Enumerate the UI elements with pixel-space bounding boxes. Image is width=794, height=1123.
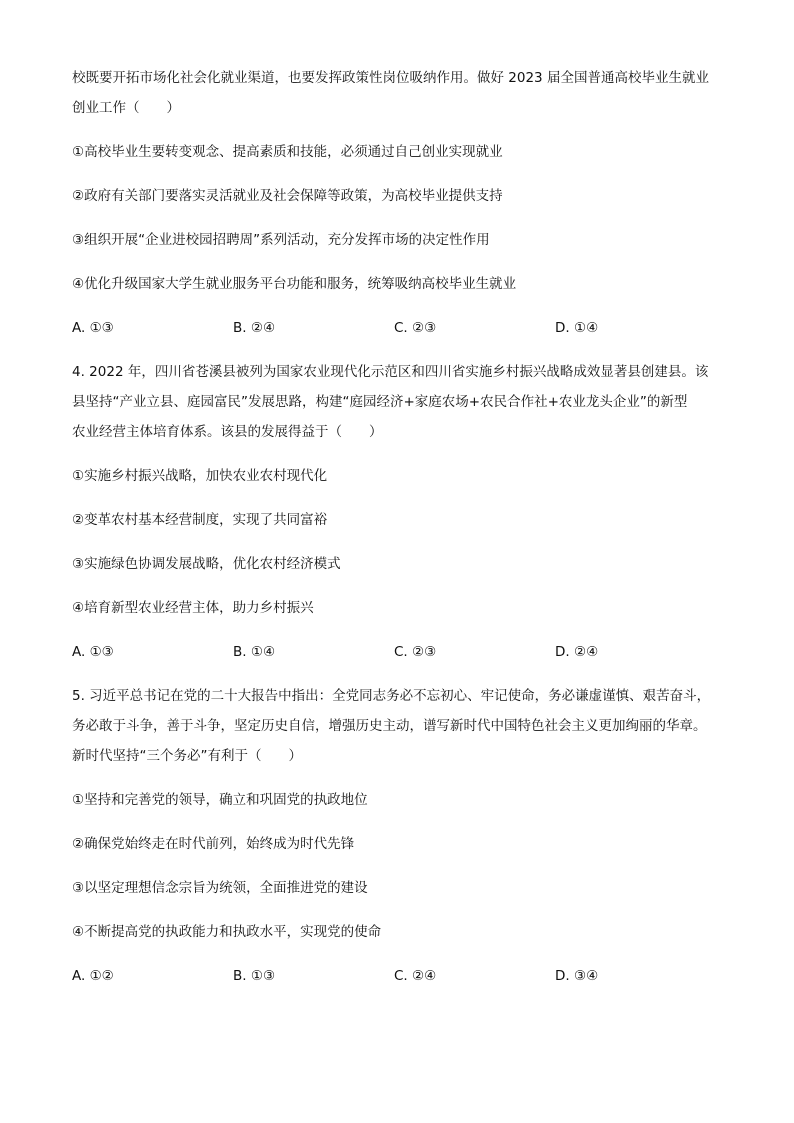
answer-c[interactable]: C. ②③ — [394, 320, 437, 336]
statement-4: ④不断提高党的执政能力和执政水平，实现党的使命 — [72, 924, 382, 940]
question-stem-line: 新时代坚持“三个务必”有利于（ ） — [72, 748, 302, 764]
exam-page — [72, 63, 732, 991]
question-stem-line: 县坚持“产业立县、庭园富民”发展思路，构建“庭园经济+家庭农场+农民合作社+农业龙头企业”的新型 — [72, 394, 688, 410]
statement-2: ②确保党始终走在时代前列，始终成为时代先锋 — [72, 836, 355, 852]
statement-4: ④优化升级国家大学生就业服务平台功能和服务，统筹吸纳高校毕业生就业 — [72, 276, 517, 292]
statement-3: ③以坚定理想信念宗旨为统领，全面推进党的建设 — [72, 880, 368, 896]
question-3 — [72, 63, 732, 343]
answer-choices — [72, 961, 732, 991]
question-stem-line: 校既要开拓市场化社会化就业渠道，也要发挥政策性岗位吸纳作用。做好 2023 届全国普通高校毕业生就业 — [72, 70, 709, 86]
statement-1: ①坚持和完善党的领导，确立和巩固党的执政地位 — [72, 792, 368, 808]
answer-c[interactable]: C. ②③ — [394, 644, 437, 660]
answer-b[interactable]: B. ①③ — [233, 968, 276, 984]
question-5 — [72, 681, 732, 991]
question-stem-line: 5. 习近平总书记在党的二十大报告中指出：全党同志务必不忘初心、牢记使命，务必谦虚谨慎、艰苦奋斗， — [72, 688, 711, 704]
answer-d[interactable]: D. ③④ — [555, 968, 599, 984]
question-stem-line: 4. 2022 年，四川省苍溪县被列为国家农业现代化示范区和四川省实施乡村振兴战略成效显著县创建县。该 — [72, 364, 709, 380]
question-4 — [72, 357, 732, 667]
statement-2: ②变革农村基本经营制度，实现了共同富裕 — [72, 512, 328, 528]
answer-choices — [72, 637, 732, 667]
question-stem-line: 农业经营主体培育体系。该县的发展得益于（ ） — [72, 424, 383, 440]
question-stem-line: 务必敢于斗争，善于斗争，坚定历史自信，增强历史主动，谱写新时代中国特色社会主义更加绚丽的华章。 — [72, 718, 707, 734]
statement-4: ④培育新型农业经营主体，助力乡村振兴 — [72, 600, 314, 616]
answer-c[interactable]: C. ②④ — [394, 968, 437, 984]
answer-choices — [72, 313, 732, 343]
statement-3: ③实施绿色协调发展战略，优化农村经济模式 — [72, 556, 341, 572]
statement-1: ①高校毕业生要转变观念、提高素质和技能，必须通过自己创业实现就业 — [72, 144, 503, 160]
answer-d[interactable]: D. ②④ — [555, 644, 599, 660]
question-stem-line: 创业工作（ ） — [72, 100, 180, 116]
answer-b[interactable]: B. ①④ — [233, 644, 276, 660]
statement-3: ③组织开展“企业进校园招聘周”系列活动，充分发挥市场的决定性作用 — [72, 232, 490, 248]
answer-d[interactable]: D. ①④ — [555, 320, 599, 336]
answer-a[interactable]: A. ①③ — [72, 644, 114, 660]
answer-b[interactable]: B. ②④ — [233, 320, 276, 336]
statement-2: ②政府有关部门要落实灵活就业及社会保障等政策，为高校毕业提供支持 — [72, 188, 503, 204]
statement-1: ①实施乡村振兴战略，加快农业农村现代化 — [72, 468, 328, 484]
answer-a[interactable]: A. ①② — [72, 968, 114, 984]
answer-a[interactable]: A. ①③ — [72, 320, 114, 336]
